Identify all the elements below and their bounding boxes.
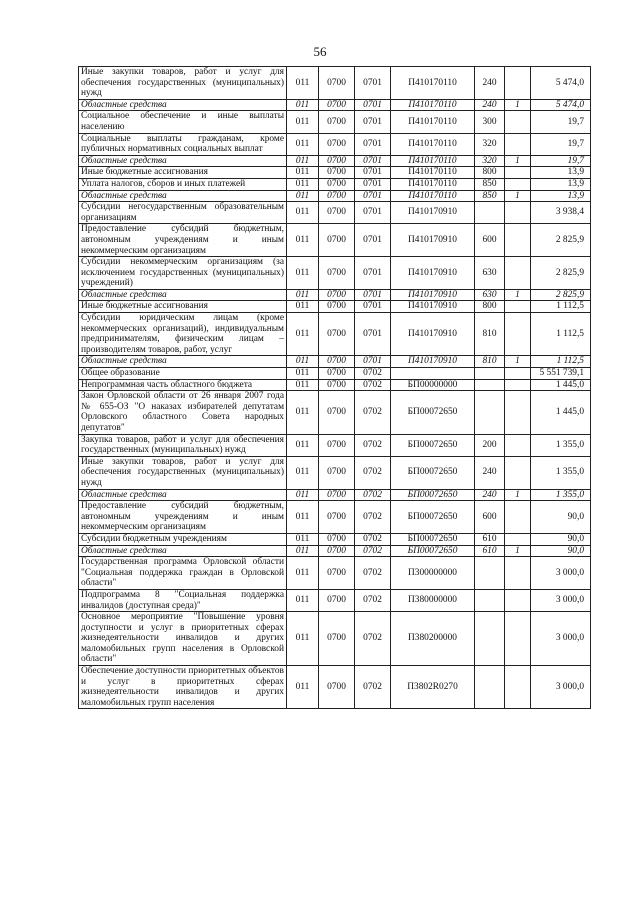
ministry-code: 011: [287, 202, 319, 224]
target-article-code: П380000000: [391, 589, 475, 611]
ministry-code: 011: [287, 501, 319, 534]
section-code: 0700: [319, 313, 355, 356]
source-code: [505, 391, 531, 434]
source-code: 1: [505, 489, 531, 501]
source-code: [505, 589, 531, 611]
section-code: 0700: [319, 456, 355, 489]
subsection-code: 0702: [355, 666, 391, 709]
ministry-code: 011: [287, 456, 319, 489]
source-code: [505, 224, 531, 257]
subsection-code: 0702: [355, 391, 391, 434]
source-code: 1: [505, 99, 531, 111]
source-code: [505, 202, 531, 224]
expense-type-code: 800: [475, 301, 505, 313]
amount: 1 355,0: [531, 489, 591, 501]
section-code: 0700: [319, 533, 355, 545]
source-code: [505, 533, 531, 545]
subsection-code: 0702: [355, 557, 391, 590]
target-article-code: П410170110: [391, 178, 475, 190]
target-article-code: П410170110: [391, 67, 475, 100]
row-name: Субсидии некоммерческим организациям (за исключением государственных (муниципальных) учреждений): [79, 257, 287, 290]
table-row: [79, 666, 591, 709]
row-name: Закон Орловской области от 26 января 2007 года № 655-ОЗ "О наказах избирателей депутатам Орловского областного Совета народных депутатов": [79, 391, 287, 434]
table-row: [79, 313, 591, 356]
amount: 3 000,0: [531, 589, 591, 611]
target-article-code: [391, 368, 475, 380]
section-code: 0700: [319, 133, 355, 155]
expense-type-code: 810: [475, 356, 505, 368]
row-name: Областные средства: [79, 545, 287, 557]
expense-type-code: [475, 557, 505, 590]
expense-type-code: 320: [475, 133, 505, 155]
subsection-code: 0702: [355, 501, 391, 534]
amount: 1 355,0: [531, 456, 591, 489]
row-name: Уплата налогов, сборов и иных платежей: [79, 178, 287, 190]
expense-type-code: [475, 379, 505, 391]
amount: 1 445,0: [531, 379, 591, 391]
expense-type-code: 240: [475, 67, 505, 100]
source-code: [505, 257, 531, 290]
expense-type-code: [475, 202, 505, 224]
ministry-code: 011: [287, 133, 319, 155]
table-row: [79, 257, 591, 290]
expense-type-code: 600: [475, 224, 505, 257]
expense-type-code: [475, 589, 505, 611]
source-code: [505, 612, 531, 666]
ministry-code: 011: [287, 356, 319, 368]
expense-type-code: 240: [475, 456, 505, 489]
amount: 5 551 739,1: [531, 368, 591, 380]
target-article-code: П410170910: [391, 356, 475, 368]
row-name: Основное мероприятие "Повышение уровня доступности и услуг в приоритетных сферах жизнедеятельности инвалидов и других маломобильных групп населения в Орловской области": [79, 612, 287, 666]
target-article-code: П410170910: [391, 202, 475, 224]
subsection-code: 0701: [355, 224, 391, 257]
subsection-code: 0701: [355, 99, 391, 111]
target-article-code: БП00072650: [391, 533, 475, 545]
table-row: [79, 155, 591, 167]
row-name: Общее образование: [79, 368, 287, 380]
row-name: Областные средства: [79, 289, 287, 301]
row-name: Иные закупки товаров, работ и услуг для обеспечения государственных (муниципальных) нужд: [79, 67, 287, 100]
table-row: [79, 289, 591, 301]
subsection-code: 0701: [355, 356, 391, 368]
target-article-code: П300000000: [391, 557, 475, 590]
amount: 19,7: [531, 133, 591, 155]
source-code: [505, 379, 531, 391]
expense-type-code: [475, 612, 505, 666]
row-name: Иные бюджетные ассигнования: [79, 301, 287, 313]
row-name: Областные средства: [79, 155, 287, 167]
subsection-code: 0702: [355, 612, 391, 666]
subsection-code: 0702: [355, 368, 391, 380]
table-row: [79, 111, 591, 133]
subsection-code: 0702: [355, 456, 391, 489]
section-code: 0700: [319, 155, 355, 167]
target-article-code: П410170910: [391, 289, 475, 301]
target-article-code: П410170110: [391, 190, 475, 202]
subsection-code: 0702: [355, 589, 391, 611]
expense-type-code: 240: [475, 489, 505, 501]
table-row: [79, 557, 591, 590]
subsection-code: 0701: [355, 167, 391, 179]
amount: 19,7: [531, 111, 591, 133]
row-name: Областные средства: [79, 489, 287, 501]
target-article-code: БП00072650: [391, 391, 475, 434]
section-code: 0700: [319, 111, 355, 133]
budget-table-body: [79, 67, 591, 709]
target-article-code: БП00072650: [391, 501, 475, 534]
target-article-code: П410170910: [391, 301, 475, 313]
ministry-code: 011: [287, 67, 319, 100]
source-code: [505, 666, 531, 709]
ministry-code: 011: [287, 301, 319, 313]
amount: 3 938,4: [531, 202, 591, 224]
table-row: [79, 589, 591, 611]
ministry-code: 011: [287, 289, 319, 301]
amount: 3 000,0: [531, 612, 591, 666]
ministry-code: 011: [287, 379, 319, 391]
section-code: 0700: [319, 379, 355, 391]
subsection-code: 0701: [355, 133, 391, 155]
expense-type-code: [475, 368, 505, 380]
section-code: 0700: [319, 178, 355, 190]
section-code: 0700: [319, 368, 355, 380]
table-row: [79, 545, 591, 557]
section-code: 0700: [319, 301, 355, 313]
ministry-code: 011: [287, 533, 319, 545]
table-row: [79, 356, 591, 368]
subsection-code: 0702: [355, 489, 391, 501]
subsection-code: 0702: [355, 434, 391, 456]
table-row: [79, 202, 591, 224]
ministry-code: 011: [287, 190, 319, 202]
subsection-code: 0701: [355, 313, 391, 356]
section-code: 0700: [319, 289, 355, 301]
section-code: 0700: [319, 545, 355, 557]
table-row: [79, 224, 591, 257]
ministry-code: 011: [287, 434, 319, 456]
amount: 3 000,0: [531, 557, 591, 590]
table-row: [79, 301, 591, 313]
section-code: 0700: [319, 167, 355, 179]
row-name: Государственная программа Орловской области "Социальная поддержка граждан в Орловской области": [79, 557, 287, 590]
section-code: 0700: [319, 612, 355, 666]
table-row: [79, 167, 591, 179]
target-article-code: П410170110: [391, 167, 475, 179]
target-article-code: П410170110: [391, 111, 475, 133]
amount: 1 112,5: [531, 356, 591, 368]
section-code: 0700: [319, 202, 355, 224]
section-code: 0700: [319, 666, 355, 709]
source-code: [505, 167, 531, 179]
subsection-code: 0701: [355, 202, 391, 224]
amount: 2 825,9: [531, 257, 591, 290]
table-row: [79, 67, 591, 100]
section-code: 0700: [319, 434, 355, 456]
subsection-code: 0701: [355, 301, 391, 313]
subsection-code: 0701: [355, 111, 391, 133]
expense-type-code: [475, 391, 505, 434]
ministry-code: 011: [287, 99, 319, 111]
row-name: Областные средства: [79, 190, 287, 202]
ministry-code: 011: [287, 368, 319, 380]
table-row: [79, 501, 591, 534]
amount: 13,9: [531, 178, 591, 190]
section-code: 0700: [319, 489, 355, 501]
section-code: 0700: [319, 356, 355, 368]
source-code: 1: [505, 545, 531, 557]
amount: 90,0: [531, 533, 591, 545]
expense-type-code: 200: [475, 434, 505, 456]
expense-type-code: [475, 666, 505, 709]
source-code: [505, 133, 531, 155]
source-code: 1: [505, 289, 531, 301]
table-row: [79, 434, 591, 456]
target-article-code: П380200000: [391, 612, 475, 666]
expense-type-code: 600: [475, 501, 505, 534]
row-name: Областные средства: [79, 356, 287, 368]
ministry-code: 011: [287, 557, 319, 590]
ministry-code: 011: [287, 111, 319, 133]
row-name: Обеспечение доступности приоритетных объектов и услуг в приоритетных сферах жизнедеятельности инвалидов и других маломобильных групп населения: [79, 666, 287, 709]
expense-type-code: 610: [475, 533, 505, 545]
amount: 5 474,0: [531, 67, 591, 100]
table-row: [79, 190, 591, 202]
subsection-code: 0701: [355, 67, 391, 100]
source-code: [505, 557, 531, 590]
expense-type-code: 850: [475, 190, 505, 202]
target-article-code: П410170110: [391, 155, 475, 167]
ministry-code: 011: [287, 545, 319, 557]
expense-type-code: 300: [475, 111, 505, 133]
ministry-code: 011: [287, 391, 319, 434]
expense-type-code: 320: [475, 155, 505, 167]
page-number: 56: [313, 44, 327, 59]
expense-type-code: 630: [475, 289, 505, 301]
amount: 1 112,5: [531, 313, 591, 356]
target-article-code: П410170110: [391, 99, 475, 111]
ministry-code: 011: [287, 666, 319, 709]
row-name: Субсидии бюджетным учреждениям: [79, 533, 287, 545]
section-code: 0700: [319, 557, 355, 590]
target-article-code: БП00072650: [391, 434, 475, 456]
source-code: [505, 456, 531, 489]
source-code: [505, 178, 531, 190]
source-code: 1: [505, 155, 531, 167]
amount: 1 112,5: [531, 301, 591, 313]
row-name: Подпрограмма 8 "Социальная поддержка инвалидов (доступная среда)": [79, 589, 287, 611]
amount: 13,9: [531, 167, 591, 179]
subsection-code: 0701: [355, 257, 391, 290]
section-code: 0700: [319, 99, 355, 111]
expense-type-code: 240: [475, 99, 505, 111]
source-code: [505, 501, 531, 534]
subsection-code: 0702: [355, 379, 391, 391]
expense-type-code: 610: [475, 545, 505, 557]
expense-type-code: 800: [475, 167, 505, 179]
source-code: [505, 313, 531, 356]
row-name: Субсидии негосударственным образовательным организациям: [79, 202, 287, 224]
amount: 5 474,0: [531, 99, 591, 111]
section-code: 0700: [319, 67, 355, 100]
row-name: Субсидии юридическим лицам (кроме некоммерческих организаций), индивидуальным предпринимателям, физическим лицам – производителям товаров, работ, услуг: [79, 313, 287, 356]
ministry-code: 011: [287, 589, 319, 611]
target-article-code: П3802R0270: [391, 666, 475, 709]
source-code: 1: [505, 356, 531, 368]
row-name: Закупка товаров, работ и услуг для обеспечения государственных (муниципальных) нужд: [79, 434, 287, 456]
amount: 3 000,0: [531, 666, 591, 709]
target-article-code: БП00072650: [391, 456, 475, 489]
ministry-code: 011: [287, 155, 319, 167]
row-name: Предоставление субсидий бюджетным, автономным учреждениям и иным некоммерческим организациям: [79, 224, 287, 257]
target-article-code: БП00072650: [391, 489, 475, 501]
section-code: 0700: [319, 224, 355, 257]
ministry-code: 011: [287, 167, 319, 179]
section-code: 0700: [319, 501, 355, 534]
table-row: [79, 489, 591, 501]
ministry-code: 011: [287, 257, 319, 290]
target-article-code: П410170910: [391, 224, 475, 257]
ministry-code: 011: [287, 489, 319, 501]
row-name: Непрограммная часть областного бюджета: [79, 379, 287, 391]
row-name: Предоставление субсидий бюджетным, автономным учреждениям и иным некоммерческим организациям: [79, 501, 287, 534]
amount: 1 445,0: [531, 391, 591, 434]
source-code: 1: [505, 190, 531, 202]
section-code: 0700: [319, 391, 355, 434]
section-code: 0700: [319, 257, 355, 290]
table-row: [79, 99, 591, 111]
expense-type-code: 810: [475, 313, 505, 356]
amount: 13,9: [531, 190, 591, 202]
table-row: [79, 612, 591, 666]
row-name: Социальное обеспечение и иные выплаты населению: [79, 111, 287, 133]
source-code: [505, 111, 531, 133]
subsection-code: 0701: [355, 178, 391, 190]
section-code: 0700: [319, 190, 355, 202]
source-code: [505, 301, 531, 313]
table-row: [79, 533, 591, 545]
subsection-code: 0701: [355, 190, 391, 202]
subsection-code: 0702: [355, 533, 391, 545]
section-code: 0700: [319, 589, 355, 611]
budget-table: [78, 66, 591, 709]
source-code: [505, 67, 531, 100]
row-name: Социальные выплаты гражданам, кроме публичных нормативных социальных выплат: [79, 133, 287, 155]
amount: 2 825,9: [531, 289, 591, 301]
target-article-code: БП00000000: [391, 379, 475, 391]
ministry-code: 011: [287, 612, 319, 666]
source-code: [505, 368, 531, 380]
amount: 2 825,9: [531, 224, 591, 257]
subsection-code: 0702: [355, 545, 391, 557]
amount: 90,0: [531, 545, 591, 557]
amount: 1 355,0: [531, 434, 591, 456]
target-article-code: П410170110: [391, 133, 475, 155]
expense-type-code: 630: [475, 257, 505, 290]
table-row: [79, 368, 591, 380]
ministry-code: 011: [287, 224, 319, 257]
table-row: [79, 379, 591, 391]
row-name: Иные закупки товаров, работ и услуг для обеспечения государственных (муниципальных) нужд: [79, 456, 287, 489]
subsection-code: 0701: [355, 289, 391, 301]
ministry-code: 011: [287, 313, 319, 356]
subsection-code: 0701: [355, 155, 391, 167]
row-name: Областные средства: [79, 99, 287, 111]
table-row: [79, 178, 591, 190]
table-row: [79, 456, 591, 489]
table-row: [79, 133, 591, 155]
source-code: [505, 434, 531, 456]
amount: 90,0: [531, 501, 591, 534]
expense-type-code: 850: [475, 178, 505, 190]
table-row: [79, 391, 591, 434]
target-article-code: П410170910: [391, 257, 475, 290]
target-article-code: БП00072650: [391, 545, 475, 557]
row-name: Иные бюджетные ассигнования: [79, 167, 287, 179]
ministry-code: 011: [287, 178, 319, 190]
amount: 19,7: [531, 155, 591, 167]
target-article-code: П410170910: [391, 313, 475, 356]
